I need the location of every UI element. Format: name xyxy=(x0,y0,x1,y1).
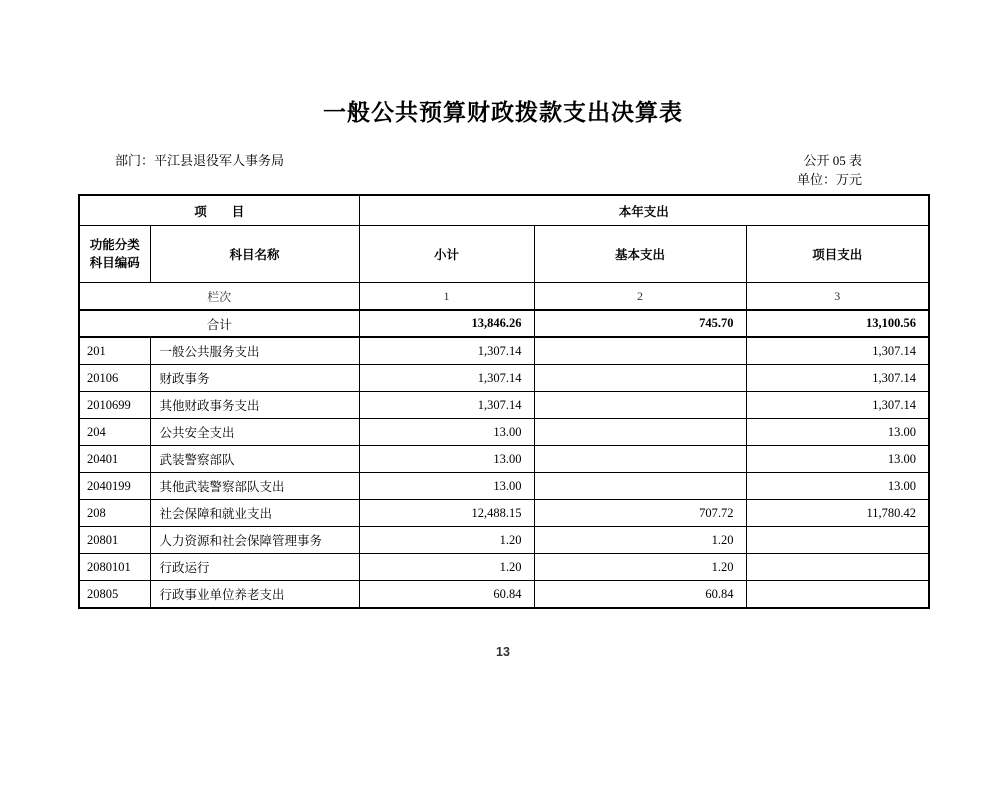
row-code: 2010699 xyxy=(79,392,150,419)
row-name: 财政事务 xyxy=(150,365,359,392)
column-index-2: 2 xyxy=(534,283,746,311)
header-subject-name: 科目名称 xyxy=(150,226,359,283)
table-row xyxy=(79,500,929,527)
row-name: 其他武装警察部队支出 xyxy=(150,473,359,500)
header-function-code xyxy=(79,226,150,283)
row-name: 社会保障和就业支出 xyxy=(150,500,359,527)
row-project xyxy=(746,581,929,609)
row-code: 20801 xyxy=(79,527,150,554)
row-name: 行政事业单位养老支出 xyxy=(150,581,359,609)
row-code: 208 xyxy=(79,500,150,527)
row-basic: 707.72 xyxy=(534,500,746,527)
header-current-year-group: 本年支出 xyxy=(359,195,929,226)
table-row xyxy=(79,419,929,446)
row-project: 1,307.14 xyxy=(746,337,929,365)
table-row xyxy=(79,392,929,419)
row-subtotal: 13.00 xyxy=(359,473,534,500)
row-name: 行政运行 xyxy=(150,554,359,581)
row-code: 20401 xyxy=(79,446,150,473)
row-subtotal: 1.20 xyxy=(359,527,534,554)
row-name: 公共安全支出 xyxy=(150,419,359,446)
row-name: 一般公共服务支出 xyxy=(150,337,359,365)
table-row xyxy=(79,473,929,500)
document-page xyxy=(78,94,928,659)
total-basic: 745.70 xyxy=(534,310,746,337)
header-function-code-line2: 科目编码 xyxy=(89,256,140,270)
row-project: 1,307.14 xyxy=(746,392,929,419)
header-basic-expenditure: 基本支出 xyxy=(534,226,746,283)
row-code: 20805 xyxy=(79,581,150,609)
row-project: 13.00 xyxy=(746,446,929,473)
row-basic: 1.20 xyxy=(534,554,746,581)
row-name: 其他财政事务支出 xyxy=(150,392,359,419)
row-basic xyxy=(534,419,746,446)
row-subtotal: 13.00 xyxy=(359,419,534,446)
row-subtotal: 1,307.14 xyxy=(359,392,534,419)
page-number: 13 xyxy=(496,645,510,659)
unit-label: 单位：万元 xyxy=(796,172,862,187)
table-row xyxy=(79,527,929,554)
column-index-row xyxy=(79,283,929,311)
row-project xyxy=(746,554,929,581)
column-index-3: 3 xyxy=(746,283,929,311)
department-label: 部门：平江县退役军人事务局 xyxy=(115,153,285,168)
row-basic xyxy=(534,446,746,473)
total-subtotal: 13,846.26 xyxy=(359,310,534,337)
table-row xyxy=(79,581,929,609)
row-project: 1,307.14 xyxy=(746,365,929,392)
table-row xyxy=(79,365,929,392)
total-label: 合计 xyxy=(79,310,359,337)
meta-row xyxy=(78,151,928,189)
row-basic xyxy=(534,473,746,500)
page-title: 一般公共预算财政拨款支出决算表 xyxy=(323,99,683,125)
total-row xyxy=(79,310,929,337)
column-index-label: 栏次 xyxy=(79,283,359,311)
row-code: 204 xyxy=(79,419,150,446)
table-row xyxy=(79,446,929,473)
row-basic xyxy=(534,392,746,419)
row-subtotal: 60.84 xyxy=(359,581,534,609)
header-row-2 xyxy=(79,226,929,283)
row-basic: 60.84 xyxy=(534,581,746,609)
row-name: 人力资源和社会保障管理事务 xyxy=(150,527,359,554)
row-subtotal: 1.20 xyxy=(359,554,534,581)
row-code: 2040199 xyxy=(79,473,150,500)
row-subtotal: 13.00 xyxy=(359,446,534,473)
row-code: 201 xyxy=(79,337,150,365)
total-project: 13,100.56 xyxy=(746,310,929,337)
row-project: 11,780.42 xyxy=(746,500,929,527)
table-row xyxy=(79,554,929,581)
header-project-group: 项 目 xyxy=(79,195,359,226)
table-number-label: 公开 05 表 xyxy=(803,153,862,168)
row-subtotal: 1,307.14 xyxy=(359,365,534,392)
row-basic xyxy=(534,365,746,392)
header-row-1 xyxy=(79,195,929,226)
row-basic xyxy=(534,337,746,365)
header-project-expenditure: 项目支出 xyxy=(746,226,929,283)
header-function-code-line1: 功能分类 xyxy=(89,238,140,252)
meta-right-block xyxy=(797,151,928,189)
row-basic: 1.20 xyxy=(534,527,746,554)
row-code: 20106 xyxy=(79,365,150,392)
column-index-1: 1 xyxy=(359,283,534,311)
row-code: 2080101 xyxy=(79,554,150,581)
row-subtotal: 1,307.14 xyxy=(359,337,534,365)
row-project xyxy=(746,527,929,554)
row-project: 13.00 xyxy=(746,419,929,446)
header-subtotal: 小计 xyxy=(359,226,534,283)
row-subtotal: 12,488.15 xyxy=(359,500,534,527)
table-row xyxy=(79,337,929,365)
row-name: 武装警察部队 xyxy=(150,446,359,473)
row-project: 13.00 xyxy=(746,473,929,500)
budget-table xyxy=(78,194,930,609)
